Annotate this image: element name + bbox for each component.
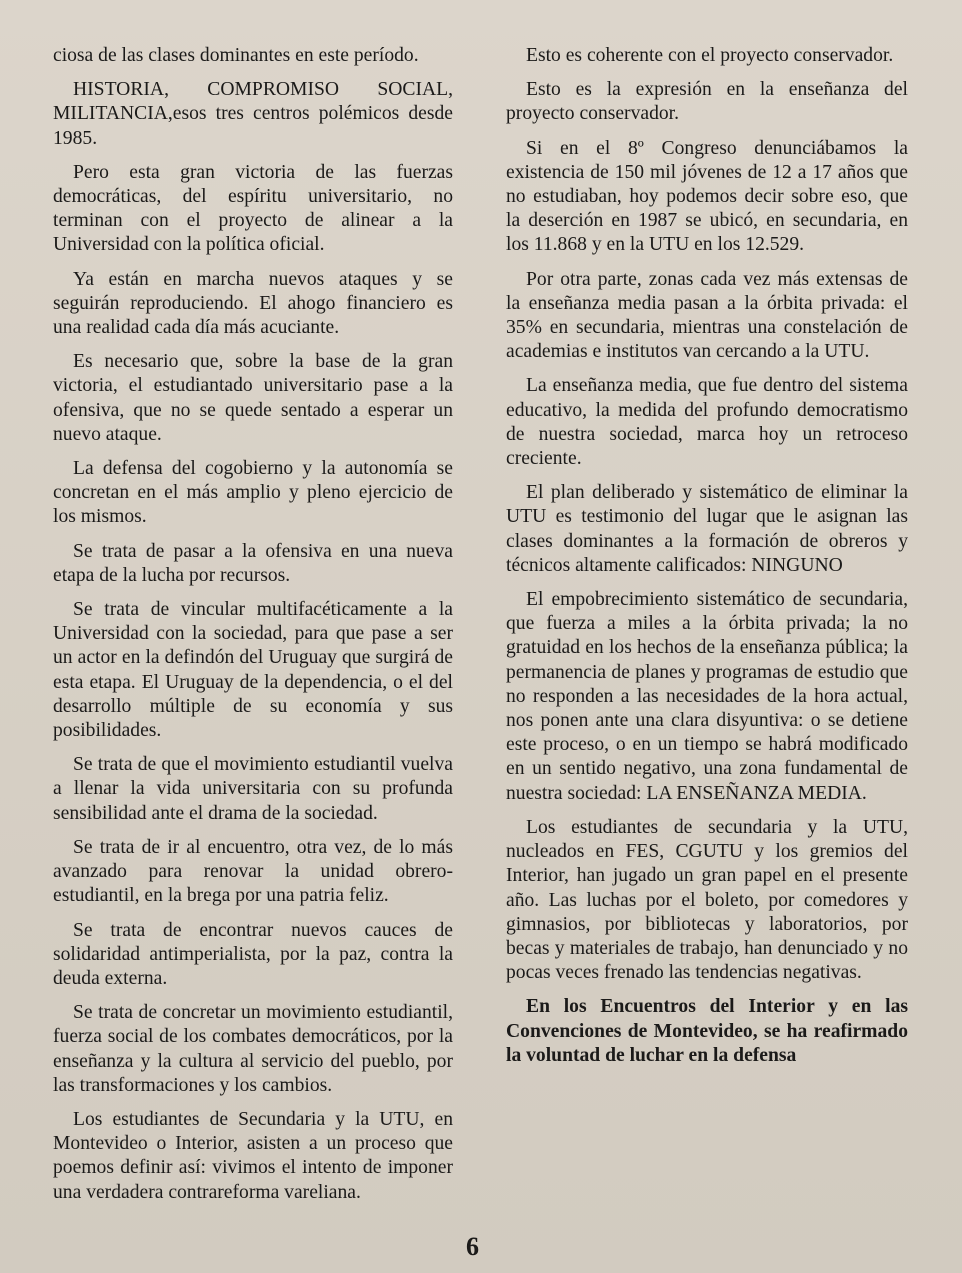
paragraph: Pero esta gran victoria de las fuerzas democráticas, del espíritu universitario, no terminan con el proyecto de alinear a la Universidad con la política oficial. xyxy=(53,161,453,256)
paragraph: En los Encuentros del Interior y en las Convenciones de Montevideo, se ha reafirmado la voluntad de luchar en la defensa xyxy=(506,996,908,1066)
paragraph: Ya están en marcha nuevos ataques y se seguirán reproduciendo. El ahogo financiero es una realidad cada día más acuciante. xyxy=(53,268,453,339)
paragraph: Se trata de encontrar nuevos cauces de solidaridad antimperialista, por la paz, contra la deuda externa. xyxy=(53,919,453,989)
paragraph: Se trata de que el movimiento estudiantil vuelva a llenar la vida universitaria con su profunda sensibilidad ante el drama de la sociedad. xyxy=(53,754,453,824)
paragraph: Los estudiantes de Secundaria y la UTU, en Montevideo o Interior, asisten a un proceso que poemos definir así: vivimos el intento de imponer una verdadera contrareforma vareliana. xyxy=(53,1108,453,1203)
page-number: 6 xyxy=(466,1232,479,1261)
left-text-column xyxy=(53,44,453,1215)
paragraph: El empobrecimiento sistemático de secundaria, que fuerza a miles a la órbita privada; la no gratuidad en los hechos de la enseñanza pública; la permanencia de planes y programas de estudio que no responden a las necesidades de la hora actual, nos ponen ante una clara disyuntiva: o se detiene este proceso, o en un tiempo se habrá modificado en un sentido negativo, una zona fundamental de nuestra sociedad: LA ENSEÑANZA MEDIA. xyxy=(506,589,908,804)
paragraph: Esto es la expresión en la enseñanza del proyecto conservador. xyxy=(506,79,908,125)
paragraph: Es necesario que, sobre la base de la gran victoria, el estudiantado universitario pase a la ofensiva, que no se quede sentado a esperar un nuevo ataque. xyxy=(53,351,453,445)
paragraph: Se trata de vincular multifacéticamente a la Universidad con la sociedad, para que pase a ser un actor en la defindón del Uruguay que surgirá de esta etapa. El Uruguay de la dependencia, o el del desarrollo múltiple de su economía y sus posibilidades. xyxy=(53,599,453,742)
paragraph: Por otra parte, zonas cada vez más extensas de la enseñanza media pasan a la órbita privada: el 35% en secundaria, mientras una constelación de academias e institutos van cercando a la UTU. xyxy=(506,268,908,363)
paragraph: Los estudiantes de secundaria y la UTU, nucleados en FES, CGUTU y los gremios del Interior, han jugado un gran papel en el presente año. Las luchas por el boleto, por comedores y gimnasios, por bibliotecas y laboratorios, por becas y materiales de trabajo, han denunciado y no pocas veces frenado las tendencias negativas. xyxy=(506,816,908,984)
paragraph: ciosa de las clases dominantes en este período. xyxy=(53,45,419,66)
paragraph: Se trata de pasar a la ofensiva en una nueva etapa de la lucha por recursos. xyxy=(53,540,453,586)
paragraph: La enseñanza media, que fue dentro del sistema educativo, la medida del profundo democratismo de nuestra sociedad, marca hoy un retroceso creciente. xyxy=(506,375,908,470)
paragraph: Esto es coherente con el proyecto conservador. xyxy=(526,45,894,66)
paragraph: La defensa del cogobierno y la autonomía se concretan en el más amplio y pleno ejercicio de los mismos. xyxy=(53,458,453,528)
paragraph: Si en el 8º Congreso denunciábamos la existencia de 150 mil jóvenes de 12 a 17 años que no estudiaban, hoy podemos decir sobre eso, que la deserción en 1987 se ubicó, en secundaria, en los 11.868 y en la UTU en los 12.529. xyxy=(506,137,908,256)
right-text-column xyxy=(506,44,908,1078)
paragraph: HISTORIA, COMPROMISO SOCIAL, MILITANCIA,esos tres centros polémicos desde 1985. xyxy=(53,79,453,149)
paragraph: Se trata de ir al encuentro, otra vez, de lo más avanzado para renovar la unidad obrero-estudiantil, en la brega por una patria feliz. xyxy=(53,836,453,907)
paragraph: Se trata de concretar un movimiento estudiantil, fuerza social de los combates democráticos, por la enseñanza y la cultura al servicio del pueblo, por las transformaciones y los cambios. xyxy=(53,1002,453,1096)
paragraph: El plan deliberado y sistemático de eliminar la UTU es testimonio del lugar que le asignan las clases dominantes a la formación de obreros y técnicos altamente calificados: NINGUNO xyxy=(506,482,908,576)
